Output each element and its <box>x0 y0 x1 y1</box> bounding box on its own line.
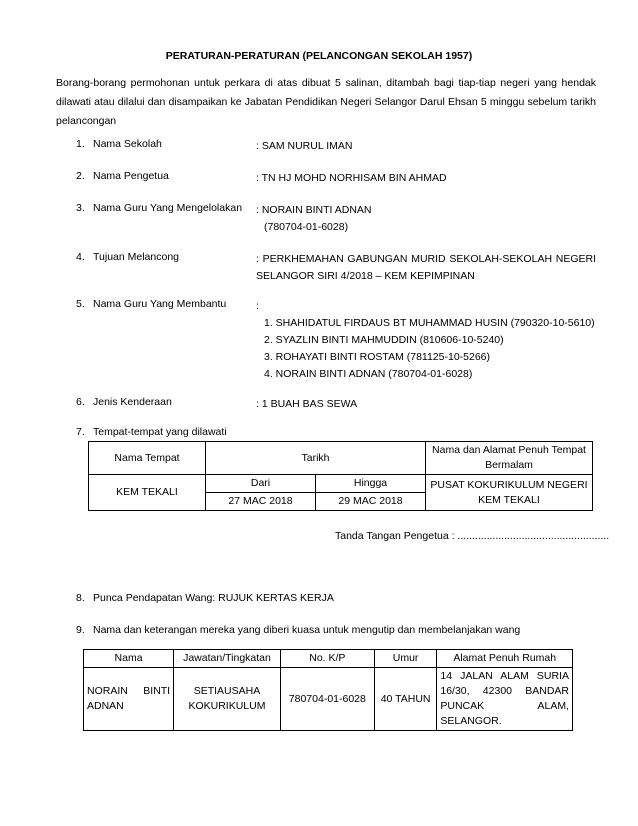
item-value <box>256 202 596 236</box>
cell-age: 40 TAHUN <box>374 668 437 731</box>
cell-address: PUSAT KOKURIKULUM NEGERI KEM TEKALI <box>426 475 593 511</box>
organizer-name: : NORAIN BINTI ADNAN <box>256 204 372 216</box>
header-address: Nama dan Alamat Penuh Tempat Bermalam <box>426 442 593 475</box>
item-label: Jenis Kenderaan <box>93 396 172 408</box>
header-ic: No. K/P <box>280 650 374 668</box>
document-title: PERATURAN-PERATURAN (PELANCONGAN SEKOLAH 1957) <box>165 50 473 62</box>
item-number: 7. <box>76 426 85 438</box>
header-place: Nama Tempat <box>89 442 206 475</box>
item-value: : PERKHEMAHAN GABUNGAN MURID SEKOLAH-SEKOLAH NEGERI SELANGOR SIRI 4/2018 – KEM KEPIMPINAN <box>256 253 596 282</box>
header-home-address: Alamat Penuh Rumah <box>437 650 573 668</box>
header-date: Tarikh <box>206 442 426 475</box>
item-number: 1. <box>76 138 85 150</box>
cell-position: SETIAUSAHA KOKURIKULUM <box>174 668 281 731</box>
item-value <box>256 298 596 383</box>
item-label: Tempat-tempat yang dilawati <box>93 426 227 438</box>
item-label: Nama dan keterangan mereka yang diberi kuasa untuk mengutip dan membelanjakan wang <box>93 624 521 636</box>
item-label: Tujuan Melancong <box>93 251 179 263</box>
helper-item: 1. SHAHIDATUL FIRDAUS BT MUHAMMAD HUSIN (790320-10-5610) <box>264 317 595 329</box>
item-number: 3. <box>76 202 85 214</box>
item-value: : 1 BUAH BAS SEWA <box>256 398 358 410</box>
cell-name: NORAIN BINTI ADNAN <box>84 668 174 731</box>
cell-home-address: 14 JALAN ALAM SURIA 16/30, 42300 BANDAR PUNCAK ALAM, SELANGOR. <box>437 668 573 731</box>
item-label: Punca Pendapatan Wang: RUJUK KERTAS KERJA <box>93 592 334 604</box>
cell-to: 29 MAC 2018 <box>316 493 426 511</box>
authorized-persons-table <box>83 649 573 731</box>
header-to: Hingga <box>316 475 426 493</box>
cell-place: KEM TEKALI <box>89 475 206 511</box>
item-label: Nama Sekolah <box>93 138 162 150</box>
item-number: 8. <box>76 592 85 604</box>
item-value: : TN HJ MOHD NORHISAM BIN AHMAD <box>256 172 447 184</box>
item-label: Nama Guru Yang Membantu <box>93 298 227 310</box>
helper-item: 4. NORAIN BINTI ADNAN (780704-01-6028) <box>264 368 473 380</box>
helper-item: 3. ROHAYATI BINTI ROSTAM (781125-10-5266) <box>264 351 491 363</box>
principal-signature-line: Tanda Tangan Pengetua : .................................................... <box>335 530 610 542</box>
helper-item: 2. SYAZLIN BINTI MAHMUDDIN (810606-10-5240) <box>264 334 504 346</box>
places-table <box>88 441 593 511</box>
item-value: : SAM NURUL IMAN <box>256 140 353 152</box>
item-number: 6. <box>76 396 85 408</box>
header-name: Nama <box>84 650 174 668</box>
item-label: Nama Pengetua <box>93 170 169 182</box>
organizer-ic: (780704-01-6028) <box>264 221 349 233</box>
header-age: Umur <box>374 650 437 668</box>
item-number: 4. <box>76 251 85 263</box>
header-from: Dari <box>206 475 316 493</box>
table-row <box>84 668 573 731</box>
item-number: 5. <box>76 298 85 310</box>
header-position: Jawatan/Tingkatan <box>174 650 281 668</box>
item-number: 9. <box>76 624 85 636</box>
cell-ic: 780704-01-6028 <box>280 668 374 731</box>
colon: : <box>256 300 259 312</box>
item-number: 2. <box>76 170 85 182</box>
intro-paragraph: Borang-borang permohonan untuk perkara di atas dibuat 5 salinan, ditambah bagi tiap-tiap negeri yang hendak dilawati atau dilalui dan disampaikan ke Jabatan Pendidikan Negeri Selangor Darul Ehsan 5 minggu sebelum tarikh pelancongan <box>56 77 596 127</box>
cell-from: 27 MAC 2018 <box>206 493 316 511</box>
item-label: Nama Guru Yang Mengelolakan <box>93 202 243 214</box>
